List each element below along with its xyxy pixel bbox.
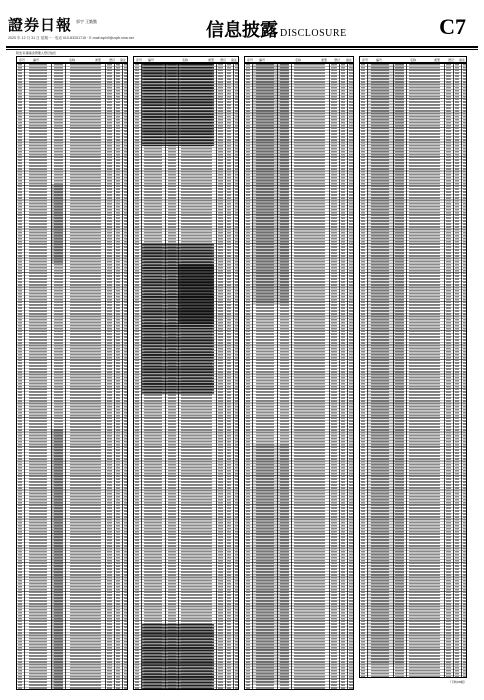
column-header: [16, 56, 128, 63]
table-column-4: [359, 56, 467, 678]
header-reg: 登记: [334, 58, 341, 62]
header-index: 序号: [362, 58, 369, 62]
continued-note: （下转C8版）: [448, 680, 467, 684]
header-name: 名称: [182, 58, 189, 62]
header-index: 序号: [247, 58, 254, 62]
table-body: [133, 63, 239, 690]
page-number: C7: [439, 14, 466, 39]
table-caption: 附表:私募基金管理人登记信息: [16, 51, 56, 55]
header-type: 类型: [434, 58, 441, 62]
table-body: [244, 63, 354, 690]
header-reg: 登记: [220, 58, 227, 62]
section-title: [206, 16, 347, 42]
masthead-rule: [6, 46, 478, 48]
header-name: 名称: [295, 58, 302, 62]
column-header: [359, 56, 467, 63]
section-title-en: DISCLOSURE: [280, 28, 347, 39]
section-title-cn: 信息披露: [206, 20, 278, 41]
header-code: 编号: [376, 58, 383, 62]
table-column-1: [16, 56, 128, 690]
table-column-3: [244, 56, 354, 690]
header-reg: 登记: [448, 58, 455, 62]
header-type: 类型: [95, 58, 102, 62]
header-name: 名称: [410, 58, 417, 62]
header-name: 名称: [69, 58, 76, 62]
header-index: 序号: [19, 58, 26, 62]
header-index: 序号: [136, 58, 143, 62]
header-note: 备注: [120, 58, 127, 62]
header-note: 备注: [346, 58, 353, 62]
header-code: 编号: [259, 58, 266, 62]
editor-names: 郭宇 王勤勤: [76, 19, 98, 24]
header-type: 类型: [208, 58, 215, 62]
column-header: [244, 56, 354, 63]
table-body: [16, 63, 128, 690]
header-note: 备注: [231, 58, 238, 62]
newspaper-logo: 證券日報: [8, 16, 73, 34]
header-note: 备注: [459, 58, 466, 62]
masthead-rule-thin: [6, 49, 478, 50]
header-code: 编号: [33, 58, 40, 62]
header-type: 类型: [321, 58, 328, 62]
date-line: 2020 年 12 月 31 日 星期一 · 电话 010-83251716 · E-mail:zqrb9@zqrb.sina.net: [8, 36, 134, 40]
header-code: 编号: [148, 58, 155, 62]
table-column-2: [133, 56, 239, 690]
column-header: [133, 56, 239, 63]
header-reg: 登记: [109, 58, 116, 62]
masthead: [6, 14, 478, 46]
table-body: [359, 63, 467, 678]
